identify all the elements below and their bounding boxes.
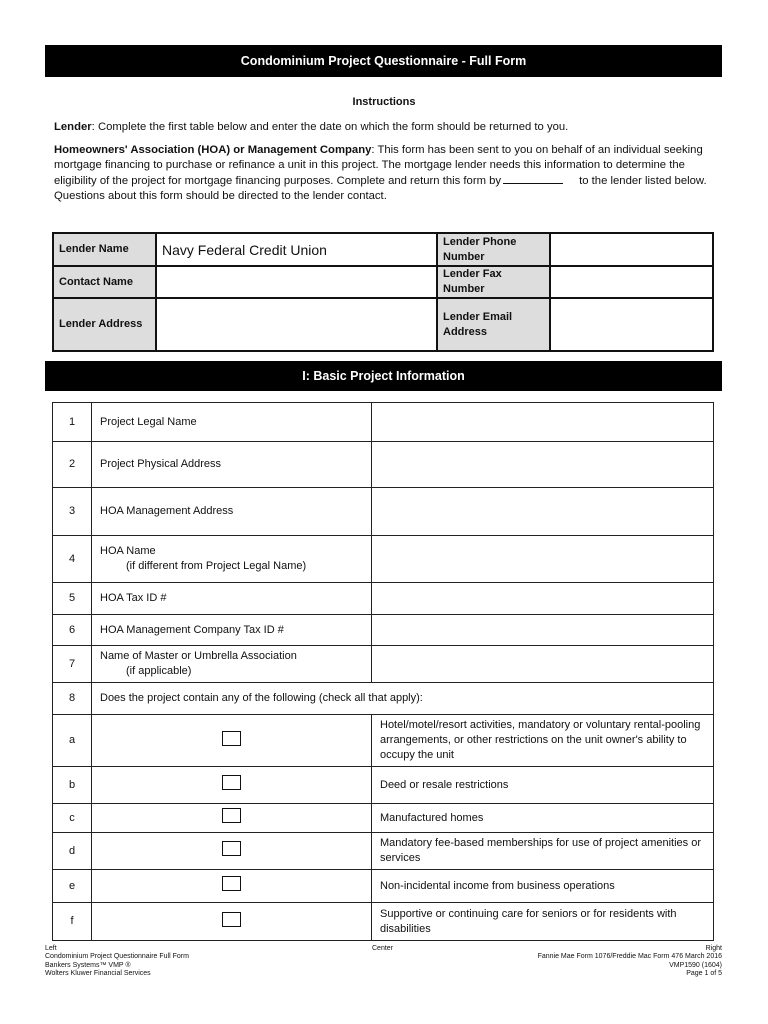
checkbox-cell — [92, 833, 372, 870]
row-sublabel: (if applicable) — [126, 665, 192, 677]
return-date-blank[interactable] — [503, 174, 563, 184]
row-label-cell — [92, 583, 372, 615]
checkbox-cell — [92, 715, 372, 767]
hoa-instructions — [54, 143, 719, 204]
footer-left — [45, 945, 189, 978]
row-letter: a — [53, 715, 92, 767]
checkbox[interactable] — [222, 775, 241, 790]
contact-name-label: Contact Name — [53, 266, 156, 298]
row-number: 3 — [53, 488, 92, 536]
lender-name-label: Lender Name — [53, 233, 156, 266]
lender-table — [52, 232, 714, 352]
table-row — [53, 536, 714, 583]
row-answer-field[interactable] — [372, 442, 714, 488]
checkbox-cell — [92, 903, 372, 941]
footer-left-line: Condominium Project Questionnaire Full Form — [45, 953, 189, 961]
row-answer-field[interactable] — [372, 403, 714, 442]
row-label-cell — [92, 488, 372, 536]
table-row — [53, 442, 714, 488]
checklist-row — [53, 804, 714, 833]
footer-right-line: Fannie Mae Form 1076/Freddie Mac Form 476 March 2016 — [537, 953, 722, 961]
footer-right — [538, 945, 722, 978]
checklist-text: Deed or resale restrictions — [372, 767, 714, 804]
checkbox[interactable] — [222, 876, 241, 891]
row-label-cell — [92, 403, 372, 442]
table-row — [53, 615, 714, 646]
checklist-text: Non-incidental income from business operations — [372, 870, 714, 903]
checklist-text: Manufactured homes — [372, 804, 714, 833]
lender-instructions — [54, 120, 719, 135]
lender-text: : Complete the first table below and enter the date on which the form should be returned to you. — [91, 121, 569, 133]
row-answer-field[interactable] — [372, 646, 714, 683]
checklist-row — [53, 767, 714, 804]
row-label: Project Physical Address — [100, 458, 222, 470]
checklist-row — [53, 715, 714, 767]
table-row — [53, 683, 714, 715]
checklist-row — [53, 870, 714, 903]
row-letter: f — [53, 903, 92, 941]
row-label-cell — [92, 442, 372, 488]
hoa-label: Homeowners' Association (HOA) or Management Company — [54, 144, 372, 156]
hoa-text-1: : This form has been sent to you on behalf of an individual seeking mortgage financing to purchase or refinance a unit in this project. The mortgage lender needs this information to determine the eligibility of the project for mortgage financing purposes. Complete and return this form by — [54, 144, 703, 187]
checkbox[interactable] — [222, 912, 241, 927]
lender-address-label: Lender Address — [53, 298, 156, 351]
footer-left-line: Wolters Kluwer Financial Services — [45, 969, 151, 977]
row-answer-field[interactable] — [372, 536, 714, 583]
row-number: 5 — [53, 583, 92, 615]
table-row — [53, 646, 714, 683]
table-row — [53, 403, 714, 442]
row-letter: b — [53, 767, 92, 804]
row-label-cell — [92, 615, 372, 646]
row-label: HOA Management Company Tax ID # — [100, 623, 284, 636]
checkbox[interactable] — [222, 841, 241, 856]
footer-left-line: Left — [45, 945, 57, 952]
table-row — [53, 583, 714, 615]
footer-right-line: Right — [705, 945, 722, 952]
row-label: HOA Name — [100, 545, 156, 557]
contact-name-field[interactable] — [156, 266, 437, 298]
basic-info-table — [52, 402, 714, 941]
lender-phone-field[interactable] — [550, 233, 713, 266]
instructions-heading: Instructions — [352, 96, 416, 108]
checklist-row — [53, 903, 714, 941]
section-title: I: Basic Project Information — [45, 361, 722, 391]
lender-fax-field[interactable] — [550, 266, 713, 298]
form-title: Condominium Project Questionnaire - Full Form — [45, 45, 722, 77]
checkbox-cell — [92, 767, 372, 804]
row-number: 8 — [53, 683, 92, 715]
row-answer-field[interactable] — [372, 488, 714, 536]
checkbox-cell — [92, 804, 372, 833]
lender-email-field[interactable] — [550, 298, 713, 351]
row-letter: c — [53, 804, 92, 833]
row-number: 2 — [53, 442, 92, 488]
lender-fax-label: Lender Fax Number — [437, 266, 550, 298]
footer-left-line: Bankers Systems™ VMP ® — [45, 961, 131, 969]
checkbox[interactable] — [222, 808, 241, 823]
lender-phone-label: Lender Phone Number — [437, 233, 550, 266]
lender-label: Lender — [54, 121, 92, 133]
row-label-cell — [92, 536, 372, 583]
lender-email-label: Lender Email Address — [437, 298, 550, 351]
checkbox-cell — [92, 870, 372, 903]
row-label: HOA Management Address — [100, 505, 234, 517]
lender-name-field[interactable]: Navy Federal Credit Union — [156, 233, 437, 266]
row-answer-field[interactable] — [372, 583, 714, 615]
checklist-text: Mandatory fee-based memberships for use of project amenities or services — [372, 833, 714, 870]
row-letter: d — [53, 833, 92, 870]
row-answer-field[interactable] — [372, 615, 714, 646]
row-label: Project Legal Name — [100, 415, 197, 428]
row-label: HOA Tax ID # — [100, 592, 167, 604]
question-8-label: Does the project contain any of the following (check all that apply): — [92, 683, 714, 715]
row-letter: e — [53, 870, 92, 903]
checklist-text: Hotel/motel/resort activities, mandatory or voluntary rental-pooling arrangements, or other restrictions on the unit owner's ability to occupy the unit — [372, 715, 714, 767]
row-number: 4 — [53, 536, 92, 583]
table-row — [53, 488, 714, 536]
lender-address-field[interactable] — [156, 298, 437, 351]
row-sublabel: (if different from Project Legal Name) — [126, 560, 307, 572]
row-label-cell — [92, 646, 372, 683]
footer-right-line: VMP1590 (1604) — [669, 961, 722, 969]
footer-center: Center — [372, 945, 394, 952]
row-number: 6 — [53, 615, 92, 646]
checkbox[interactable] — [222, 731, 241, 746]
hoa-text-2: to the lender listed below. Questions about this form should be directed to the lender contact. — [54, 174, 707, 202]
footer-right-line: Page 1 of 5 — [686, 969, 722, 977]
row-label: Name of Master or Umbrella Association — [100, 650, 297, 662]
row-number: 7 — [53, 646, 92, 683]
checklist-row — [53, 833, 714, 870]
checklist-text: Supportive or continuing care for seniors or for residents with disabilities — [372, 903, 714, 941]
row-number: 1 — [53, 403, 92, 442]
